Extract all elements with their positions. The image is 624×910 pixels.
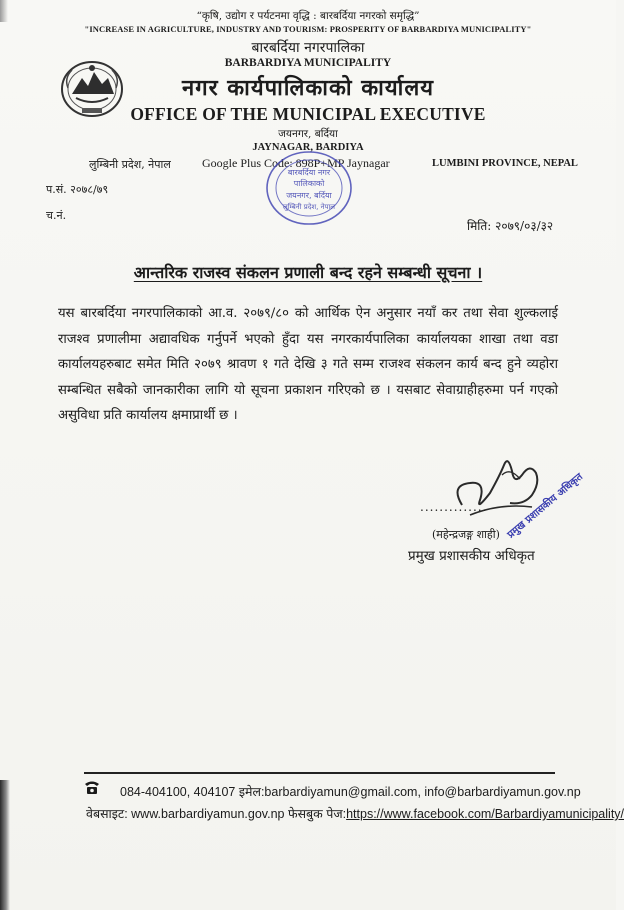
- google-plus-code: Google Plus Code: 898P+MP Jaynagar: [202, 156, 390, 170]
- footer-contact-line: 084-404100, 404107 इमेल:barbardiyamun@gmail.com, info@barbardiyamun.gov.np: [120, 785, 581, 799]
- stamp-line-2: पालिकाको: [293, 179, 325, 188]
- office-stamp: [262, 148, 356, 228]
- municipality-name-nepali: बारबर्दिया नगरपालिका: [251, 40, 365, 56]
- notice-subject: आन्तरिक राजस्व संकलन प्रणाली बन्द रहने सम्बन्धी सूचना ।: [133, 263, 483, 282]
- handwritten-signature: [440, 445, 586, 541]
- facebook-link[interactable]: https://www.facebook.com/Barbardiyamunicipality/: [346, 807, 624, 821]
- province-nepali: लुम्बिनी प्रदेश, नेपाल: [89, 158, 171, 171]
- signer-title: प्रमुख प्रशासकीय अधिकृत: [408, 548, 535, 564]
- municipality-name-english: BARBARDIYA MUNICIPALITY: [224, 57, 392, 69]
- dispatch-number: च.नं.: [46, 209, 67, 222]
- signer-name: (महेन्द्रजङ्ग शाही): [432, 528, 500, 541]
- stamp-line-3: जयनगर, बर्दिया: [286, 191, 332, 200]
- stamp-line-4: लुम्बिनी प्रदेश, नेपाल: [282, 203, 336, 211]
- footer-web-line: [86, 805, 624, 822]
- footer-website: वेबसाइट: www.barbardiyamun.gov.np फेसबुक पेज:: [86, 807, 347, 821]
- office-title-nepali: नगर कार्यपालिकाको कार्यालय: [182, 75, 434, 101]
- phone-icon: [83, 779, 101, 795]
- signature-line: ..............: [420, 500, 488, 514]
- address-english: JAYNAGAR, BARDIYA: [252, 142, 364, 153]
- signature-stamp-text: प्रमुख प्रशासकीय अधिकृत: [505, 471, 586, 541]
- footer-divider: [84, 772, 555, 774]
- notice-body: यस बारबर्दिया नगरपालिकाको आ.व. २०७९/८० को आर्थिक ऐन अनुसार नयाँ कर तथा सेवा शुल्कलाई राजश्व प्रणालीमा अद्यावधिक गर्नुपर्ने भएकाे हुँदा यस नगरकार्यपालिका कार्यालयका शाखा तथा वडा कार्यालयहरुबाट समेत मिति २०७९ श्रावण १ गते देखि ३ गते सम्म राजश्व संकलन कार्य बन्द हुने व्यहोरा सम्बन्धित सबैको जानकारीका लागि यो सूचना प्रकाशन गरिएको छ । यसबाट सेवाग्राहीहरुमा पर्न गएको असुविधा प्रति कार्यालय क्षमाप्रार्थी छ ।: [58, 306, 558, 423]
- address-nepali: जयनगर, बर्दिया: [278, 128, 338, 140]
- province-english: LUMBINI PROVINCE, NEPAL: [432, 158, 578, 169]
- office-title-english: OFFICE OF THE MUNICIPAL EXECUTIVE: [130, 104, 486, 124]
- stamp-line-1: बारबर्दिया नगर: [287, 168, 331, 177]
- slogan-english: "INCREASE IN AGRICULTURE, INDUSTRY AND TOURISM: PROSPERITY OF BARBARDIYA MUNICIPALITY": [84, 24, 532, 34]
- reference-number: प.सं. २०७८/७९: [46, 183, 109, 196]
- letter-date: मिति: २०७९/०३/३२: [467, 219, 554, 233]
- binding-edge-bottom: [0, 780, 10, 910]
- slogan-nepali: “कृषि, उद्योग र पर्यटनमा वृद्धि : बारबर्दिया नगरको समृद्धि”: [196, 10, 420, 22]
